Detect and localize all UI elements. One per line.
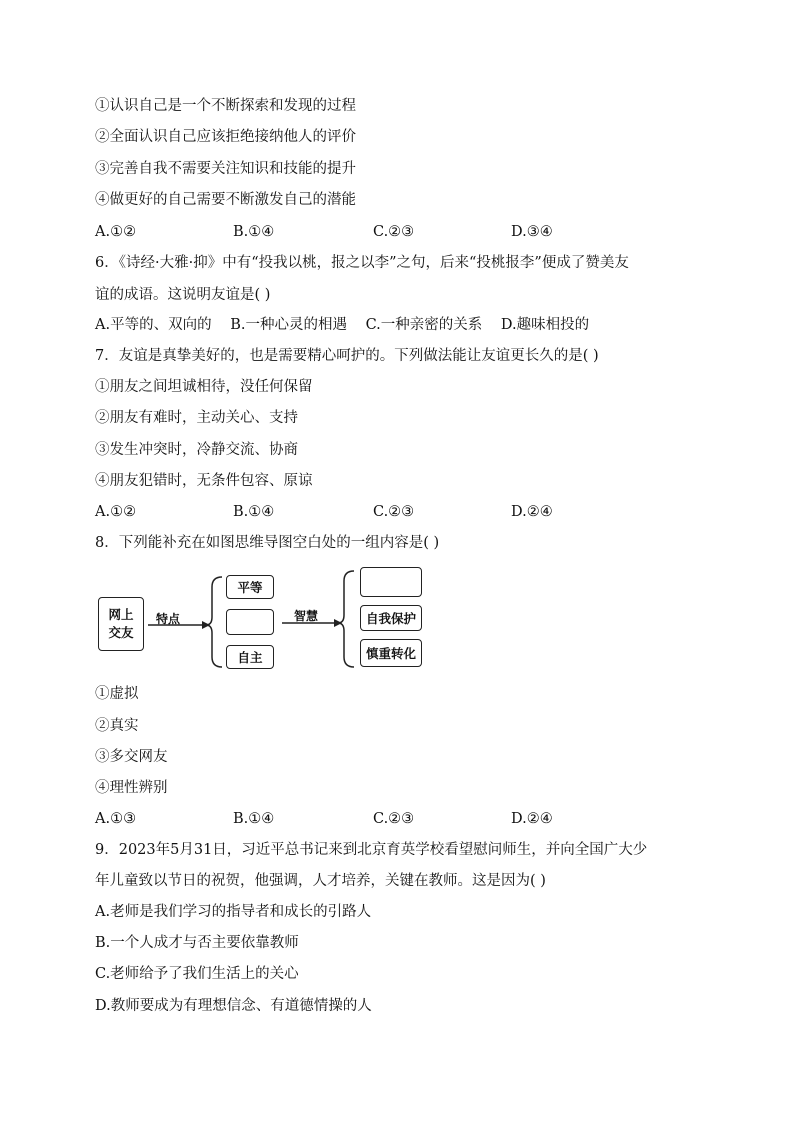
q8-option-b[interactable]: B.①④	[233, 811, 275, 827]
mind-map-diagram	[98, 565, 428, 670]
q7-stem: 7．友谊是真挚美好的，也是需要精心呵护的。下列做法能让友谊更长久的是( )	[95, 348, 599, 364]
q7-statement-3: ③发生冲突时，冷静交流、协商	[95, 442, 298, 458]
q7-statement-2: ②朋友有难时，主动关心、支持	[95, 410, 298, 426]
q9-option-d[interactable]: D.教师要成为有理想信念、有道德情操的人	[95, 998, 372, 1014]
middle-node-1: 平等	[226, 575, 274, 599]
root-node-line1: 网上	[108, 607, 134, 622]
q7-statement-1: ①朋友之间坦诚相待，没任何保留	[95, 379, 313, 395]
q5-statement-2: ②全面认识自己应该拒绝接纳他人的评价	[95, 129, 356, 145]
middle-node-3: 自主	[226, 645, 274, 669]
q5-statement-1: ①认识自己是一个不断探索和发现的过程	[95, 98, 356, 114]
q8-statement-2: ②真实	[95, 718, 139, 734]
q5-option-a[interactable]: A.①②	[95, 224, 137, 240]
q6-stem-line2: 谊的成语。这说明友谊是( )	[95, 287, 271, 303]
q7-option-c[interactable]: C.②③	[373, 504, 415, 520]
q8-options	[95, 809, 715, 829]
root-node-line2: 交友	[108, 625, 134, 640]
q6-option-b[interactable]: B.一种心灵的相遇	[230, 317, 347, 333]
q8-stem: 8．下列能补充在如图思维导图空白处的一组内容是( )	[95, 535, 440, 551]
q5-option-c[interactable]: C.②③	[373, 224, 415, 240]
q9-option-c[interactable]: C.老师给予了我们生活上的关心	[95, 966, 299, 982]
q6-options	[95, 315, 603, 335]
q6-option-c[interactable]: C.一种亲密的关系	[365, 317, 483, 333]
q7-option-b[interactable]: B.①④	[233, 504, 275, 520]
q8-option-d[interactable]: D.②④	[511, 811, 553, 827]
q5-statement-3: ③完善自我不需要关注知识和技能的提升	[95, 161, 356, 177]
q8-statement-3: ③多交网友	[95, 749, 168, 765]
q9-stem-line1: 9．2023年5月31日，习近平总书记来到北京育英学校看望慰问师生，并向全国广大少	[95, 842, 648, 858]
arrow-1-label: 特点	[156, 612, 181, 626]
arrow-2-label: 智慧	[294, 609, 319, 623]
brace-2	[338, 571, 354, 667]
q6-stem-line1: 6．《诗经·大雅·抑》中有“投我以桃，报之以李”之句，后来“投桃报李”便成了赞美友	[95, 255, 629, 271]
q8-option-c[interactable]: C.②③	[373, 811, 415, 827]
middle-node-blank	[226, 609, 274, 635]
right-node-3: 慎重转化	[360, 639, 422, 667]
q5-statement-4: ④做更好的自己需要不断激发自己的潜能	[95, 192, 356, 208]
q8-statement-4: ④理性辨别	[95, 780, 168, 796]
q9-option-b[interactable]: B.一个人成才与否主要依靠教师	[95, 935, 299, 951]
brace-1	[206, 577, 222, 667]
q7-option-d[interactable]: D.②④	[511, 504, 553, 520]
right-node-blank	[360, 567, 422, 597]
q8-statement-1: ①虚拟	[95, 686, 139, 702]
q9-stem-line2: 年儿童致以节日的祝贺，他强调，人才培养，关键在教师。这是因为( )	[95, 873, 546, 889]
q7-statement-4: ④朋友犯错时，无条件包容、原谅	[95, 473, 313, 489]
root-node	[98, 597, 144, 651]
q5-options	[95, 222, 715, 242]
q8-option-a[interactable]: A.①③	[95, 811, 137, 827]
q5-option-d[interactable]: D.③④	[511, 224, 553, 240]
q6-option-a[interactable]: A.平等的、双向的	[95, 317, 212, 333]
q9-option-a[interactable]: A.老师是我们学习的指导者和成长的引路人	[95, 904, 372, 920]
q5-option-b[interactable]: B.①④	[233, 224, 275, 240]
right-node-2: 自我保护	[360, 605, 422, 631]
q7-options	[95, 502, 715, 522]
q6-option-d[interactable]: D.趣味相投的	[500, 317, 590, 333]
q7-option-a[interactable]: A.①②	[95, 504, 137, 520]
